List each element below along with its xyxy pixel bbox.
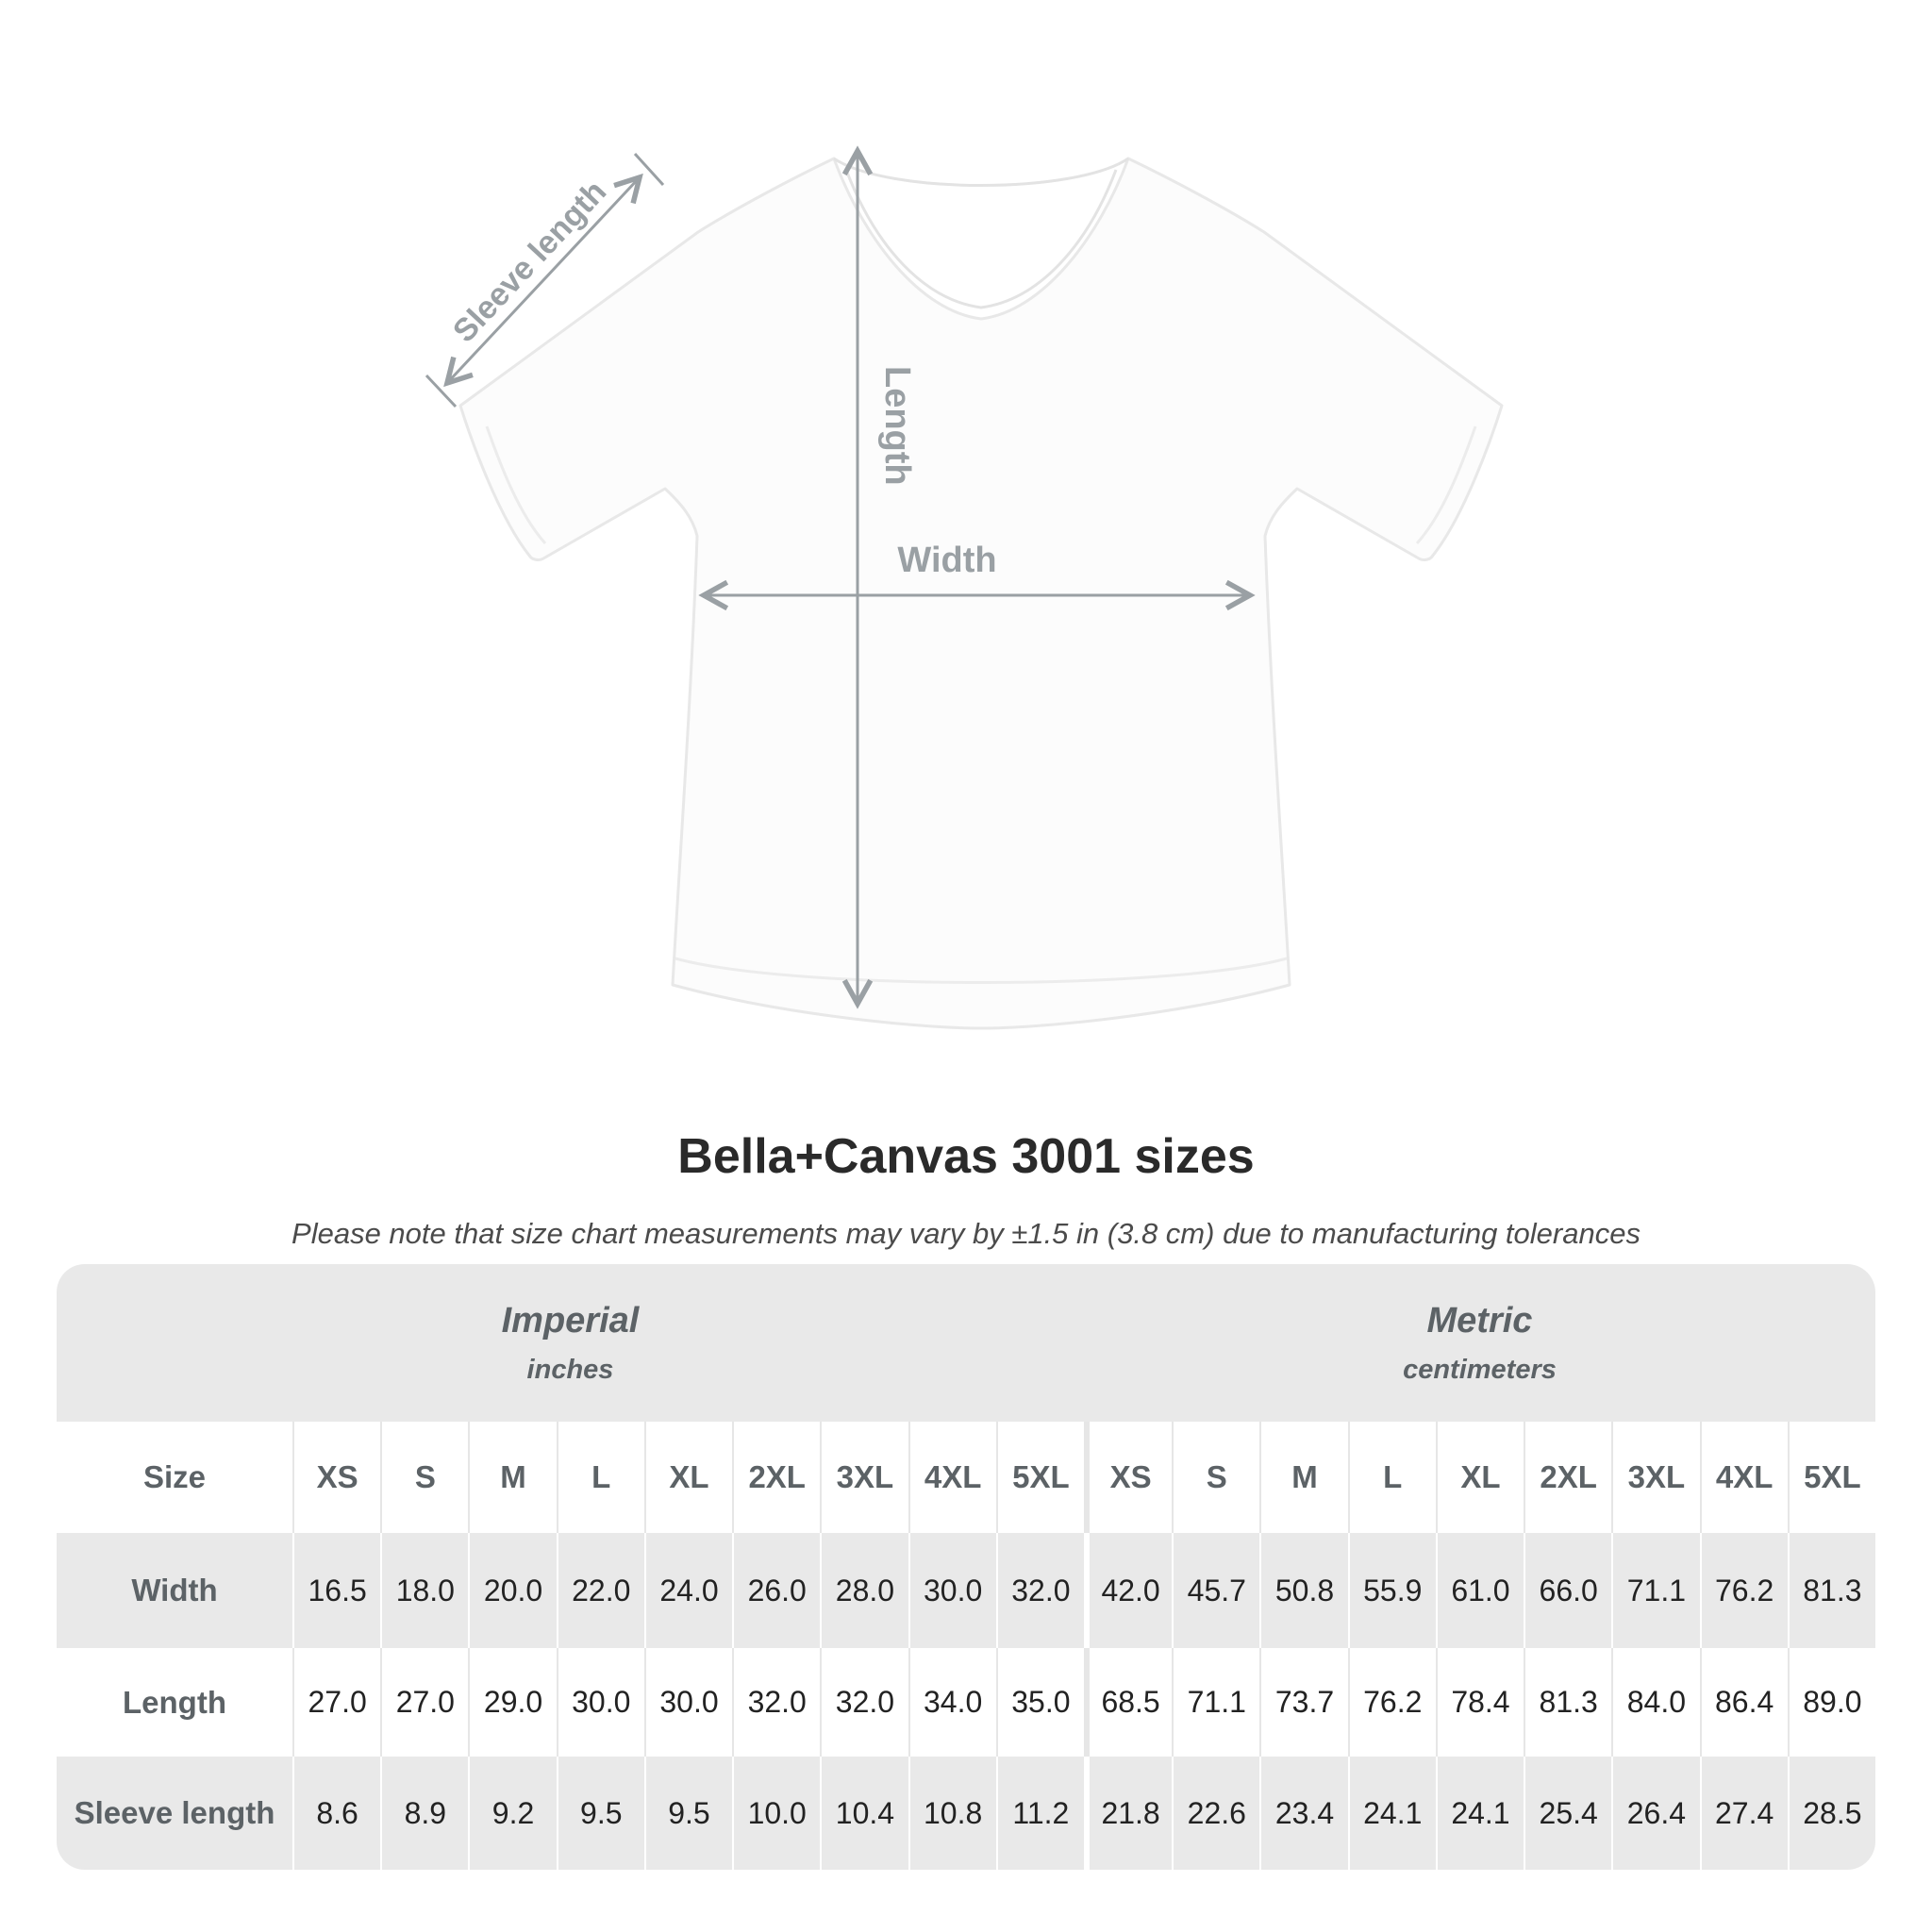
width-imperial-cell: 32.0 <box>996 1533 1084 1648</box>
width-metric-cell: 50.8 <box>1259 1533 1347 1648</box>
length-imperial-cell: 32.0 <box>820 1648 908 1757</box>
metric-section-header <box>1084 1264 1875 1422</box>
length-metric-cell: 86.4 <box>1700 1648 1788 1757</box>
length-metric-cell: 81.3 <box>1524 1648 1611 1757</box>
sleeve-imperial-cell: 8.9 <box>380 1757 468 1870</box>
width-metric-cell: 76.2 <box>1700 1533 1788 1648</box>
size-corner-header: Size <box>57 1422 292 1533</box>
sleeve-imperial-cell: 9.5 <box>557 1757 644 1870</box>
sleeve-metric-cell: 28.5 <box>1788 1757 1875 1870</box>
size-col-header: 5XL <box>1788 1422 1875 1533</box>
sleeve-metric-cell: 27.4 <box>1700 1757 1788 1870</box>
length-row-label: Length <box>57 1648 292 1757</box>
size-col-header: XL <box>644 1422 732 1533</box>
width-imperial-cell: 22.0 <box>557 1533 644 1648</box>
sleeve-metric-cell: 21.8 <box>1084 1757 1172 1870</box>
size-col-header: 5XL <box>996 1422 1084 1533</box>
sleeve-metric-cell: 23.4 <box>1259 1757 1347 1870</box>
length-imperial-cell: 30.0 <box>644 1648 732 1757</box>
width-imperial-cell: 28.0 <box>820 1533 908 1648</box>
length-imperial-cell: 35.0 <box>996 1648 1084 1757</box>
sleeve-metric-cell: 22.6 <box>1172 1757 1259 1870</box>
tshirt-illustration <box>460 158 1502 1028</box>
sleeve-metric-cell: 25.4 <box>1524 1757 1611 1870</box>
length-metric-cell: 78.4 <box>1436 1648 1524 1757</box>
sleeve-imperial-cell: 10.4 <box>820 1757 908 1870</box>
width-metric-cell: 45.7 <box>1172 1533 1259 1648</box>
length-imperial-cell: 27.0 <box>292 1648 380 1757</box>
sleeve-metric-cell: 24.1 <box>1436 1757 1524 1870</box>
length-metric-cell: 89.0 <box>1788 1648 1875 1757</box>
width-row-label: Width <box>57 1533 292 1648</box>
imperial-label: Imperial <box>501 1300 640 1341</box>
length-metric-cell: 71.1 <box>1172 1648 1259 1757</box>
size-col-header: L <box>557 1422 644 1533</box>
sleeve-metric-cell: 24.1 <box>1348 1757 1436 1870</box>
sleeve-metric-cell: 26.4 <box>1611 1757 1699 1870</box>
metric-label: Metric <box>1426 1300 1533 1341</box>
length-row <box>57 1648 1875 1757</box>
width-metric-cell: 66.0 <box>1524 1533 1611 1648</box>
width-metric-cell: 61.0 <box>1436 1533 1524 1648</box>
width-measure-label: Width <box>897 541 997 580</box>
length-metric-cell: 76.2 <box>1348 1648 1436 1757</box>
sleeve-length-row <box>57 1757 1875 1870</box>
size-col-header: S <box>1172 1422 1259 1533</box>
width-imperial-cell: 20.0 <box>468 1533 556 1648</box>
size-col-header: L <box>1348 1422 1436 1533</box>
size-col-header: XS <box>1084 1422 1172 1533</box>
sleeve-imperial-cell: 8.6 <box>292 1757 380 1870</box>
size-col-header: S <box>380 1422 468 1533</box>
width-row <box>57 1533 1875 1648</box>
size-col-header: M <box>1259 1422 1347 1533</box>
length-metric-cell: 73.7 <box>1259 1648 1347 1757</box>
length-imperial-cell: 32.0 <box>732 1648 820 1757</box>
sleeve-imperial-cell: 9.2 <box>468 1757 556 1870</box>
size-col-header: 2XL <box>732 1422 820 1533</box>
page-subtitle: Please note that size chart measurements may vary by ±1.5 in (3.8 cm) due to manufacturing tolerances <box>291 1217 1641 1250</box>
sleeve-length-row-label: Sleeve length <box>57 1757 292 1870</box>
width-imperial-cell: 16.5 <box>292 1533 380 1648</box>
back-neck-seam <box>834 158 1128 186</box>
length-imperial-cell: 30.0 <box>557 1648 644 1757</box>
size-table-container <box>57 1264 1875 1870</box>
width-imperial-cell: 30.0 <box>908 1533 996 1648</box>
size-col-header: M <box>468 1422 556 1533</box>
width-imperial-cell: 18.0 <box>380 1533 468 1648</box>
width-metric-cell: 42.0 <box>1084 1533 1172 1648</box>
width-imperial-cell: 24.0 <box>644 1533 732 1648</box>
sleeve-imperial-cell: 10.0 <box>732 1757 820 1870</box>
sleeve-length-measure-label: Sleeve length <box>445 174 614 350</box>
sleeve-imperial-cell: 10.8 <box>908 1757 996 1870</box>
imperial-section-header <box>57 1264 1084 1422</box>
width-imperial-cell: 26.0 <box>732 1533 820 1648</box>
length-metric-cell: 84.0 <box>1611 1648 1699 1757</box>
size-table <box>57 1264 1875 1870</box>
size-header-row <box>57 1422 1875 1533</box>
metric-unit-label: centimeters <box>1403 1354 1557 1385</box>
length-imperial-cell: 29.0 <box>468 1648 556 1757</box>
size-col-header: 3XL <box>1611 1422 1699 1533</box>
sleeve-imperial-cell: 11.2 <box>996 1757 1084 1870</box>
length-measure-label: Length <box>877 366 917 486</box>
size-col-header: 2XL <box>1524 1422 1611 1533</box>
size-col-header: XS <box>292 1422 380 1533</box>
size-col-header: 4XL <box>908 1422 996 1533</box>
sleeve-arrow-end-tick <box>635 154 663 185</box>
length-imperial-cell: 27.0 <box>380 1648 468 1757</box>
sleeve-imperial-cell: 9.5 <box>644 1757 732 1870</box>
length-imperial-cell: 34.0 <box>908 1648 996 1757</box>
unit-header-row <box>57 1264 1875 1422</box>
page-title: Bella+Canvas 3001 sizes <box>677 1129 1255 1184</box>
size-col-header: 4XL <box>1700 1422 1788 1533</box>
size-col-header: 3XL <box>820 1422 908 1533</box>
width-metric-cell: 81.3 <box>1788 1533 1875 1648</box>
width-metric-cell: 71.1 <box>1611 1533 1699 1648</box>
length-metric-cell: 68.5 <box>1084 1648 1172 1757</box>
size-col-header: XL <box>1436 1422 1524 1533</box>
width-metric-cell: 55.9 <box>1348 1533 1436 1648</box>
imperial-unit-label: inches <box>526 1354 614 1385</box>
